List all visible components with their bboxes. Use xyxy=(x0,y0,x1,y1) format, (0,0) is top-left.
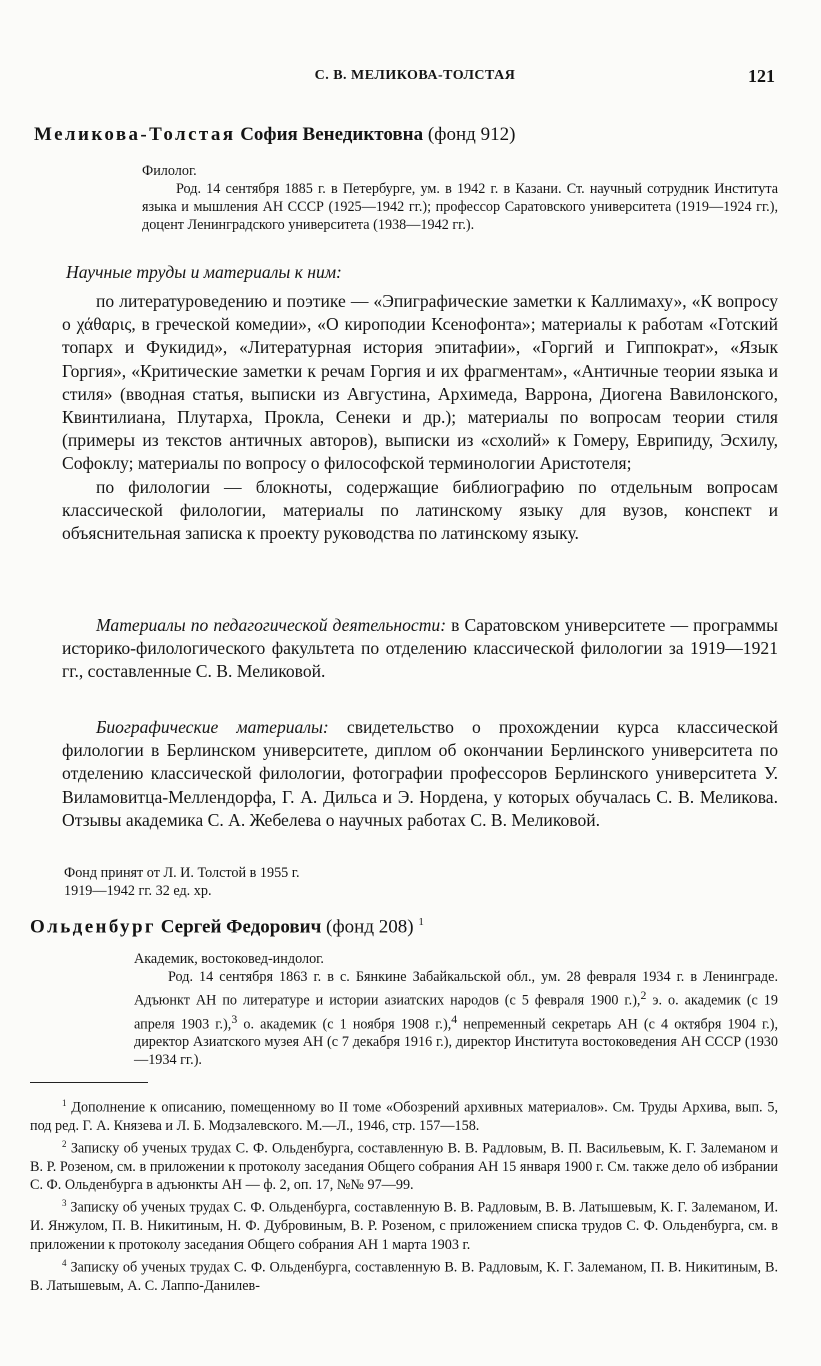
footnote-ref-4: 4 xyxy=(451,1011,458,1026)
entry1-bio: Род. 14 сентября 1885 г. в Петербурге, ум. в 1942 г. в Казани. Ст. научный сотрудник Института языка и мышления АН СССР (1925—1942 гг.); профессор Саратовского университета (1919—1924 гг.), доцент Ленинградского университета (1938—1942 гг.). xyxy=(142,181,778,233)
footnote-1-num: 1 xyxy=(62,1098,67,1108)
page-number: 121 xyxy=(748,66,775,86)
entry1-bio-block xyxy=(142,162,778,234)
pedagogical-text: в Саратовском университете — программы историко-филологического факультета по отделению классической филологии за 1919—1921 гг., составленные С. В. Меликовой. xyxy=(62,615,778,682)
entry2-bio xyxy=(134,968,778,1069)
entry2-footnote-ref: 1 xyxy=(418,916,424,928)
footnote-1 xyxy=(30,1094,778,1135)
entry1-fond-info xyxy=(64,864,564,900)
entry2-fond: (фонд 208) xyxy=(326,916,414,938)
footnote-4 xyxy=(30,1254,778,1295)
entry1-works xyxy=(62,290,778,545)
footnote-ref-3: 3 xyxy=(231,1011,238,1026)
footnote-separator xyxy=(30,1082,148,1083)
footnote-1-text: Дополнение к описанию, помещенному во II томе «Обозрений архивных материалов». См. Труды Архива, вып. 5, под ред. Г. А. Князева и Л. Б. Модзалевского. М.—Л., 1946, стр. 157—158. xyxy=(30,1099,779,1134)
entry2-bio-block xyxy=(134,950,778,1069)
footnotes xyxy=(30,1094,778,1295)
fond-extent: 1919—1942 гг. 32 ед. хр. xyxy=(64,883,212,899)
footnote-3-num: 3 xyxy=(62,1198,67,1209)
entry1-works-philology: по филологии — блокноты, содержащие библиографию по отдельным вопросам классической филологии, материалы по латинскому языку для вузов, конспект и объяснительная записка к проекту руководства по латинскому языку. xyxy=(62,476,778,544)
footnote-3 xyxy=(30,1194,778,1253)
footnote-4-num: 4 xyxy=(62,1257,67,1268)
entry2-profession: Академик, востоковед-индолог. xyxy=(134,951,324,967)
footnote-4-text: Записку об ученых трудах С. Ф. Ольденбурга, составленную В. В. Радловым, К. Г. Залеманом, П. В. Никитиным, В. В. Латышевым, А. С. Лаппо-Данилев- xyxy=(30,1259,778,1294)
entry1-works-literary: по литературоведению и поэтике — «Эпиграфические заметки к Каллимаху», «К вопросу о χάθαρις, в греческой комедии», «О кироподии Ксенофонта»; материалы к работам «Готский топарх и Фукидид», «Литературная история эпитафии», «Горгий и Гиппократ», «Язык Горгия», «Критические заметки к речам Горгия и их фрагментам», «Античные теории языка и стиля» (вводная статья, выписки из Августина, Архимеда, Варрона, Диогена Вавилонского, Квинтилиана, Плутарха, Прокла, Сенеки и др.); материалы по вопросам теории стиля (примеры из текстов античных авторов), выписки из «схолий» к Гомеру, Еврипиду, Эсхилу, Софоклу; материалы по вопросу о философской терминологии Аристотеля; xyxy=(62,291,778,474)
entry2-bio-b: э. о. академик (с 19 апреля 1903 г.), xyxy=(134,992,778,1033)
footnote-2 xyxy=(30,1135,778,1194)
biographical-label: Биографические материалы: xyxy=(96,717,329,737)
footnote-ref-2: 2 xyxy=(640,988,647,1002)
entry1-biographical xyxy=(62,716,778,832)
entry2-surname: Ольденбург xyxy=(30,916,156,938)
entry2-given-names: Сергей Федорович xyxy=(160,916,322,938)
entry2-bio-c: о. академик (с 1 ноября 1908 г.), xyxy=(237,1016,452,1033)
footnote-3-text: Записку об ученых трудах С. Ф. Ольденбурга, составленную В. В. Радловым, В. В. Латышевым, К. Г. Залеманом, И. И. Янжулом, П. В. Никитиным, Н. Ф. Дубровиным, В. Р. Розеном, с приложением списка трудов С. Ф. Ольденбурга, см. в приложении к протоколу заседания Общего собрания АН 1 марта 1903 г. xyxy=(30,1200,779,1253)
entry2-heading xyxy=(30,916,424,938)
entry1-fond: (фонд 912) xyxy=(427,124,516,145)
entry1-pedagogical xyxy=(62,614,778,684)
entry1-works-heading: Научные труды и материалы к ним: xyxy=(66,262,342,282)
fond-received: Фонд принят от Л. И. Толстой в 1955 г. xyxy=(64,865,300,881)
footnote-2-num: 2 xyxy=(62,1139,67,1150)
entry1-surname: Меликова-Толстая xyxy=(34,124,236,145)
entry2-bio-a: Род. 14 сентября 1863 г. в с. Бянкине Забайкальской обл., ум. 28 февраля 1934 г. в Ленинграде. Адъюнкт АН по литературе и истории азиатских народов (с 5 февраля 1900 г.), xyxy=(134,969,778,1009)
entry1-heading xyxy=(34,124,515,146)
running-head xyxy=(0,68,821,92)
running-head-title: С. В. МЕЛИКОВА-ТОЛСТАЯ xyxy=(314,68,516,83)
biographical-text: свидетельство о прохождении курса классической филологии в Берлинском университете, диплом об окончании Берлинского университета по отделению классической филологии, фотографии профессоров Берлинского университета У. Виламовитца-Меллендорфа, Г. А. Дильса и Э. Нордена, у которых обучалась С. В. Меликова. Отзывы академика С. А. Жебелева о научных работах С. В. Меликовой. xyxy=(62,717,778,830)
entry1-profession: Филолог. xyxy=(142,163,197,179)
entry1-given-names: София Венедиктовна xyxy=(240,124,424,145)
entry2-bio-d: непременный секретарь АН (с 4 октября 1904 г.), директор Азиатского музея АН (с 7 декабря 1916 г.), директор Института востоковедения АН СССР (1930—1934 гг.). xyxy=(134,1016,778,1069)
footnote-2-text: Записку об ученых трудах С. Ф. Ольденбурга, составленную В. В. Радловым, В. П. Васильевым, К. Г. Залеманом и В. Р. Розеном, см. в приложении к протоколу заседания Общего собрания АН 15 января 1900 г. См. также дело об избрании С. Ф. Ольденбурга в адъюнкты АН — ф. 2, оп. 17, №№ 97—99. xyxy=(30,1140,778,1194)
pedagogical-label: Материалы по педагогической деятельности: xyxy=(96,615,447,635)
